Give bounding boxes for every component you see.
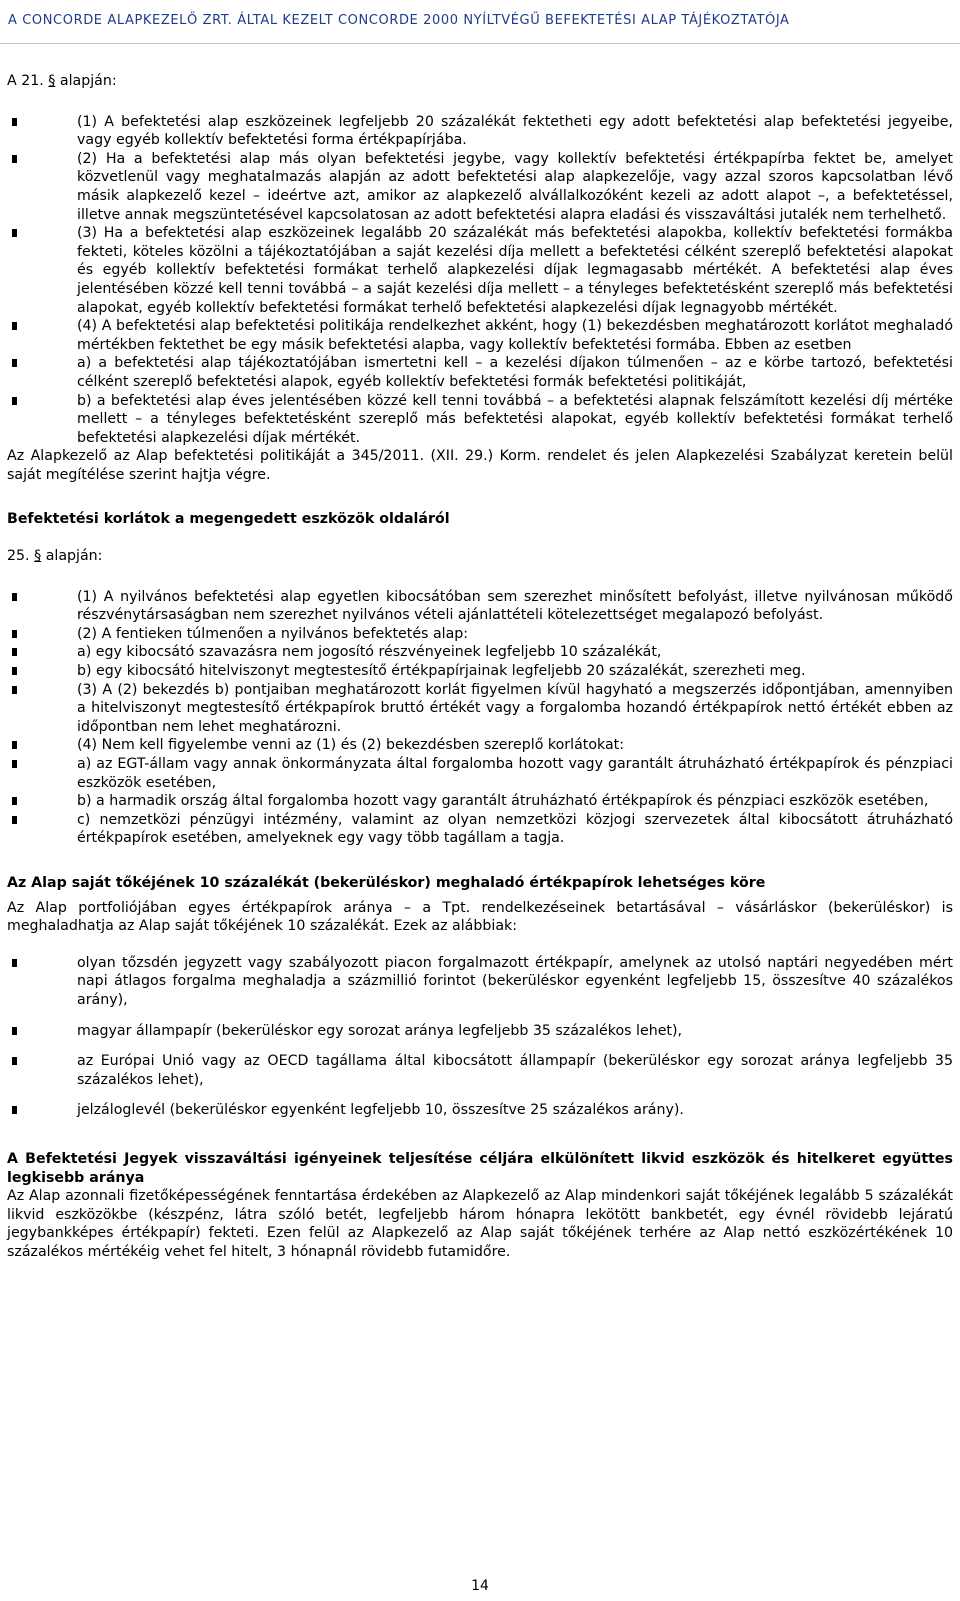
list-item: b) a harmadik ország által forgalomba hozott vagy garantált átruházható értékpapírok és pénzpiaci eszközök esetében, bbox=[7, 792, 953, 811]
section-21-list bbox=[7, 113, 953, 448]
bullet-icon bbox=[12, 741, 17, 749]
bullet-icon bbox=[12, 322, 17, 330]
list-item: b) a befektetési alap éves jelentésében közzé kell tenni továbbá – a befektetési alapnak felszámított kezelési díj mértéke mellett – a tényleges befektetésként szereplő más befektetési alapokat, egyéb kollektív befektetési formákat terhelő befektetési alapkezelési díjak mértékét. bbox=[7, 392, 953, 448]
bullet-icon bbox=[12, 816, 17, 824]
bullet-icon bbox=[12, 667, 17, 675]
bullet-icon bbox=[12, 630, 17, 638]
section-sign-link[interactable]: § bbox=[34, 548, 42, 565]
list-item: (3) Ha a befektetési alap eszközeinek legalább 20 százalékát más befektetési alapokba, kollektív befektetési formákba fekteti, köteles közölni a tájékoztatójában a saját kezelési díja mellett a befektetési célként szereplő befektetési alapokat és egyéb kollektív befektetési formákat terhelő alapkezelési díjak legmagasabb mértékét. A befektetési alap éves jelentésében közzé kell tenni továbbá – a saját kezelési díja mellett – a tényleges befektetésként szereplő más befektetési alapokat, egyéb kollektív befektetési formákat terhelő befektetési alapkezelési díjak legnagyobb mértékét. bbox=[7, 224, 953, 317]
section-own-equity-intro: Az Alap portfoliójában egyes értékpapírok aránya – a Tpt. rendelkezéseinek betartásával – vásárláskor (bekerüléskor) is meghaladhatja az Alap saját tőkéjének 10 százalékát. Ezek az alábbiak: bbox=[7, 899, 953, 935]
list-item: magyar állampapír (bekerüléskor egy sorozat aránya legfeljebb 35 százalékos lehet), bbox=[7, 1022, 953, 1041]
bullet-icon bbox=[12, 959, 17, 967]
list-item: olyan tőzsdén jegyzett vagy szabályozott piacon forgalmazott értékpapír, amelynek az utolsó naptári negyedében mért napi átlagos forgalma meghaladja a százmillió forintot (bekerüléskor egyenként legfeljebb 15, összesítve 40 százalékos arány), bbox=[7, 954, 953, 1010]
page-number: 14 bbox=[471, 1578, 489, 1594]
list-item: (2) Ha a befektetési alap más olyan befektetési jegybe, vagy kollektív befektetési értékpapírba fektet be, amelyet közvetlenül vagy meghatalmazás alapján az adott befektetési alap alapkezelője, vagy azzal szoros kapcsolatban lévő másik alapkezelő kezel – ideértve azt, amikor az alapkezelő alvállalkozóként kezeli az adott alapot –, a befektetéssel, illetve annak megszüntetésével kapcsolatosan az adott befektetési alapra eladási és visszaváltási jutalék nem terhelhető. bbox=[7, 150, 953, 224]
bullet-icon bbox=[12, 686, 17, 694]
list-item: c) nemzetközi pénzügyi intézmény, valamint az olyan nemzetközi közjogi szervezetek által kibocsátott átruházható értékpapírok esetében, amelyeknek egy vagy több tagállam a tagja. bbox=[7, 811, 953, 848]
bullet-icon bbox=[12, 1106, 17, 1114]
list-item: jelzáloglevél (bekerüléskor egyenként legfeljebb 10, összesítve 25 százalékos arány). bbox=[7, 1101, 953, 1120]
bullet-icon bbox=[12, 118, 17, 126]
ref-suffix: alapján: bbox=[45, 548, 103, 565]
bullet-icon bbox=[12, 359, 17, 367]
list-item: (4) Nem kell figyelembe venni az (1) és (2) bekezdésben szereplő korlátokat: bbox=[7, 736, 953, 755]
list-item: a) egy kibocsátó szavazásra nem jogosító részvényeinek legfeljebb 10 százalékát, bbox=[7, 643, 953, 662]
section-liquidity-heading: A Befektetési Jegyek visszaváltási igényeinek teljesítése céljára elkülönített likvid eszközök és hitelkeret együttes legkisebb aránya bbox=[7, 1150, 953, 1186]
section-liquidity-body: Az Alap azonnali fizetőképességének fenntartása érdekében az Alapkezelő az Alap mindenkori saját tőkéjének legalább 5 százalékát likvid eszközökbe (készpénz, látra szóló betét, legfeljebb három hónapra lekötött bankbetét, egy évnél rövidebb lejáratú jegybankképes értékpapír) fekteti. Ezen felül az Alapkezelő az Alap saját tőkéjének terhére az Alap nettó eszközértékének 10 százalékos mértékéig vehet fel hitelt, 3 hónapnál rövidebb futamidőre. bbox=[7, 1188, 953, 1260]
section-sign-link[interactable]: § bbox=[48, 73, 56, 89]
list-item: (1) A befektetési alap eszközeinek legfeljebb 20 százalékát fektetheti egy adott befektetési alap befektetési jegyeibe, vagy egyéb kollektív befektetési forma értékpapírjába. bbox=[7, 113, 953, 150]
section-own-equity-list bbox=[7, 954, 953, 1120]
running-header: A CONCORDE ALAPKEZELŐ ZRT. ÁLTAL KEZELT CONCORDE 2000 NYÍLTVÉGŰ BEFEKTETÉSI ALAP TÁJÉKOZTATÓJA bbox=[0, 0, 960, 44]
bullet-icon bbox=[12, 1057, 17, 1065]
bullet-icon bbox=[12, 1027, 17, 1035]
list-item: b) egy kibocsátó hitelviszonyt megtestesítő értékpapírjainak legfeljebb 20 százalékát, szerezheti meg. bbox=[7, 662, 953, 681]
section-21-closing: Az Alapkezelő az Alap befektetési politikáját a 345/2011. (XII. 29.) Korm. rendelet és jelen Alapkezelési Szabályzat keretein belül saját megítélése szerint hajtja végre. bbox=[7, 448, 953, 483]
ref-prefix: A 21. bbox=[7, 73, 44, 89]
bullet-icon bbox=[12, 155, 17, 163]
section-limits-list bbox=[7, 588, 953, 848]
section-25-reference bbox=[7, 547, 953, 566]
bullet-icon bbox=[12, 760, 17, 768]
list-item: a) az EGT-állam vagy annak önkormányzata által forgalomba hozott vagy garantált átruházható értékpapírok és pénzpiaci eszközök esetében, bbox=[7, 755, 953, 792]
bullet-icon bbox=[12, 397, 17, 405]
section-limits-heading: Befektetési korlátok a megengedett eszközök oldaláról bbox=[7, 511, 450, 528]
list-item: a) a befektetési alap tájékoztatójában ismertetni kell – a kezelési díjakon túlmenően – az e körbe tartozó, befektetési célként szereplő befektetési alapok, egyéb kollektív befektetési formák befektetési politikáját, bbox=[7, 354, 953, 391]
list-item: (3) A (2) bekezdés b) pontjaiban meghatározott korlát figyelmen kívül hagyható a megszerzés időpontjában, amennyiben a hitelviszonyt megtestesítő értékpapírok bruttó értékét vagy a forgalomba hozandó értékpapírok nettó értékét ebben az időpontban nem lehet meghatározni. bbox=[7, 681, 953, 737]
document-body bbox=[7, 72, 953, 1261]
section-own-equity-heading: Az Alap saját tőkéjének 10 százalékát (bekerüléskor) meghaladó értékpapírok lehetséges köre bbox=[7, 874, 766, 891]
ref-suffix: alapján: bbox=[59, 73, 117, 89]
bullet-icon bbox=[12, 593, 17, 601]
list-item: (1) A nyilvános befektetési alap egyetlen kibocsátóban sem szerezhet minősített befolyást, illetve nyilvánosan működő részvénytársaságban nem szerezhet nyilvános vételi ajánlattételi kötelezettséget megalapozó befolyást. bbox=[7, 588, 953, 625]
list-item: (4) A befektetési alap befektetési politikája rendelkezhet akként, hogy (1) bekezdésben meghatározott korlátot meghaladó mértékben fektethet be egy másik befektetési alapba, vagy kollektív befektetési formába. Ebben az esetben bbox=[7, 317, 953, 354]
list-item: az Európai Unió vagy az OECD tagállama által kibocsátott állampapír (bekerüléskor egy sorozat aránya legfeljebb 35 százalékos lehet), bbox=[7, 1052, 953, 1089]
bullet-icon bbox=[12, 797, 17, 805]
ref-prefix: 25. bbox=[7, 548, 30, 565]
bullet-icon bbox=[12, 648, 17, 656]
list-item: (2) A fentieken túlmenően a nyilvános befektetés alap: bbox=[7, 625, 953, 644]
section-21-reference bbox=[7, 72, 953, 91]
bullet-icon bbox=[12, 229, 17, 237]
